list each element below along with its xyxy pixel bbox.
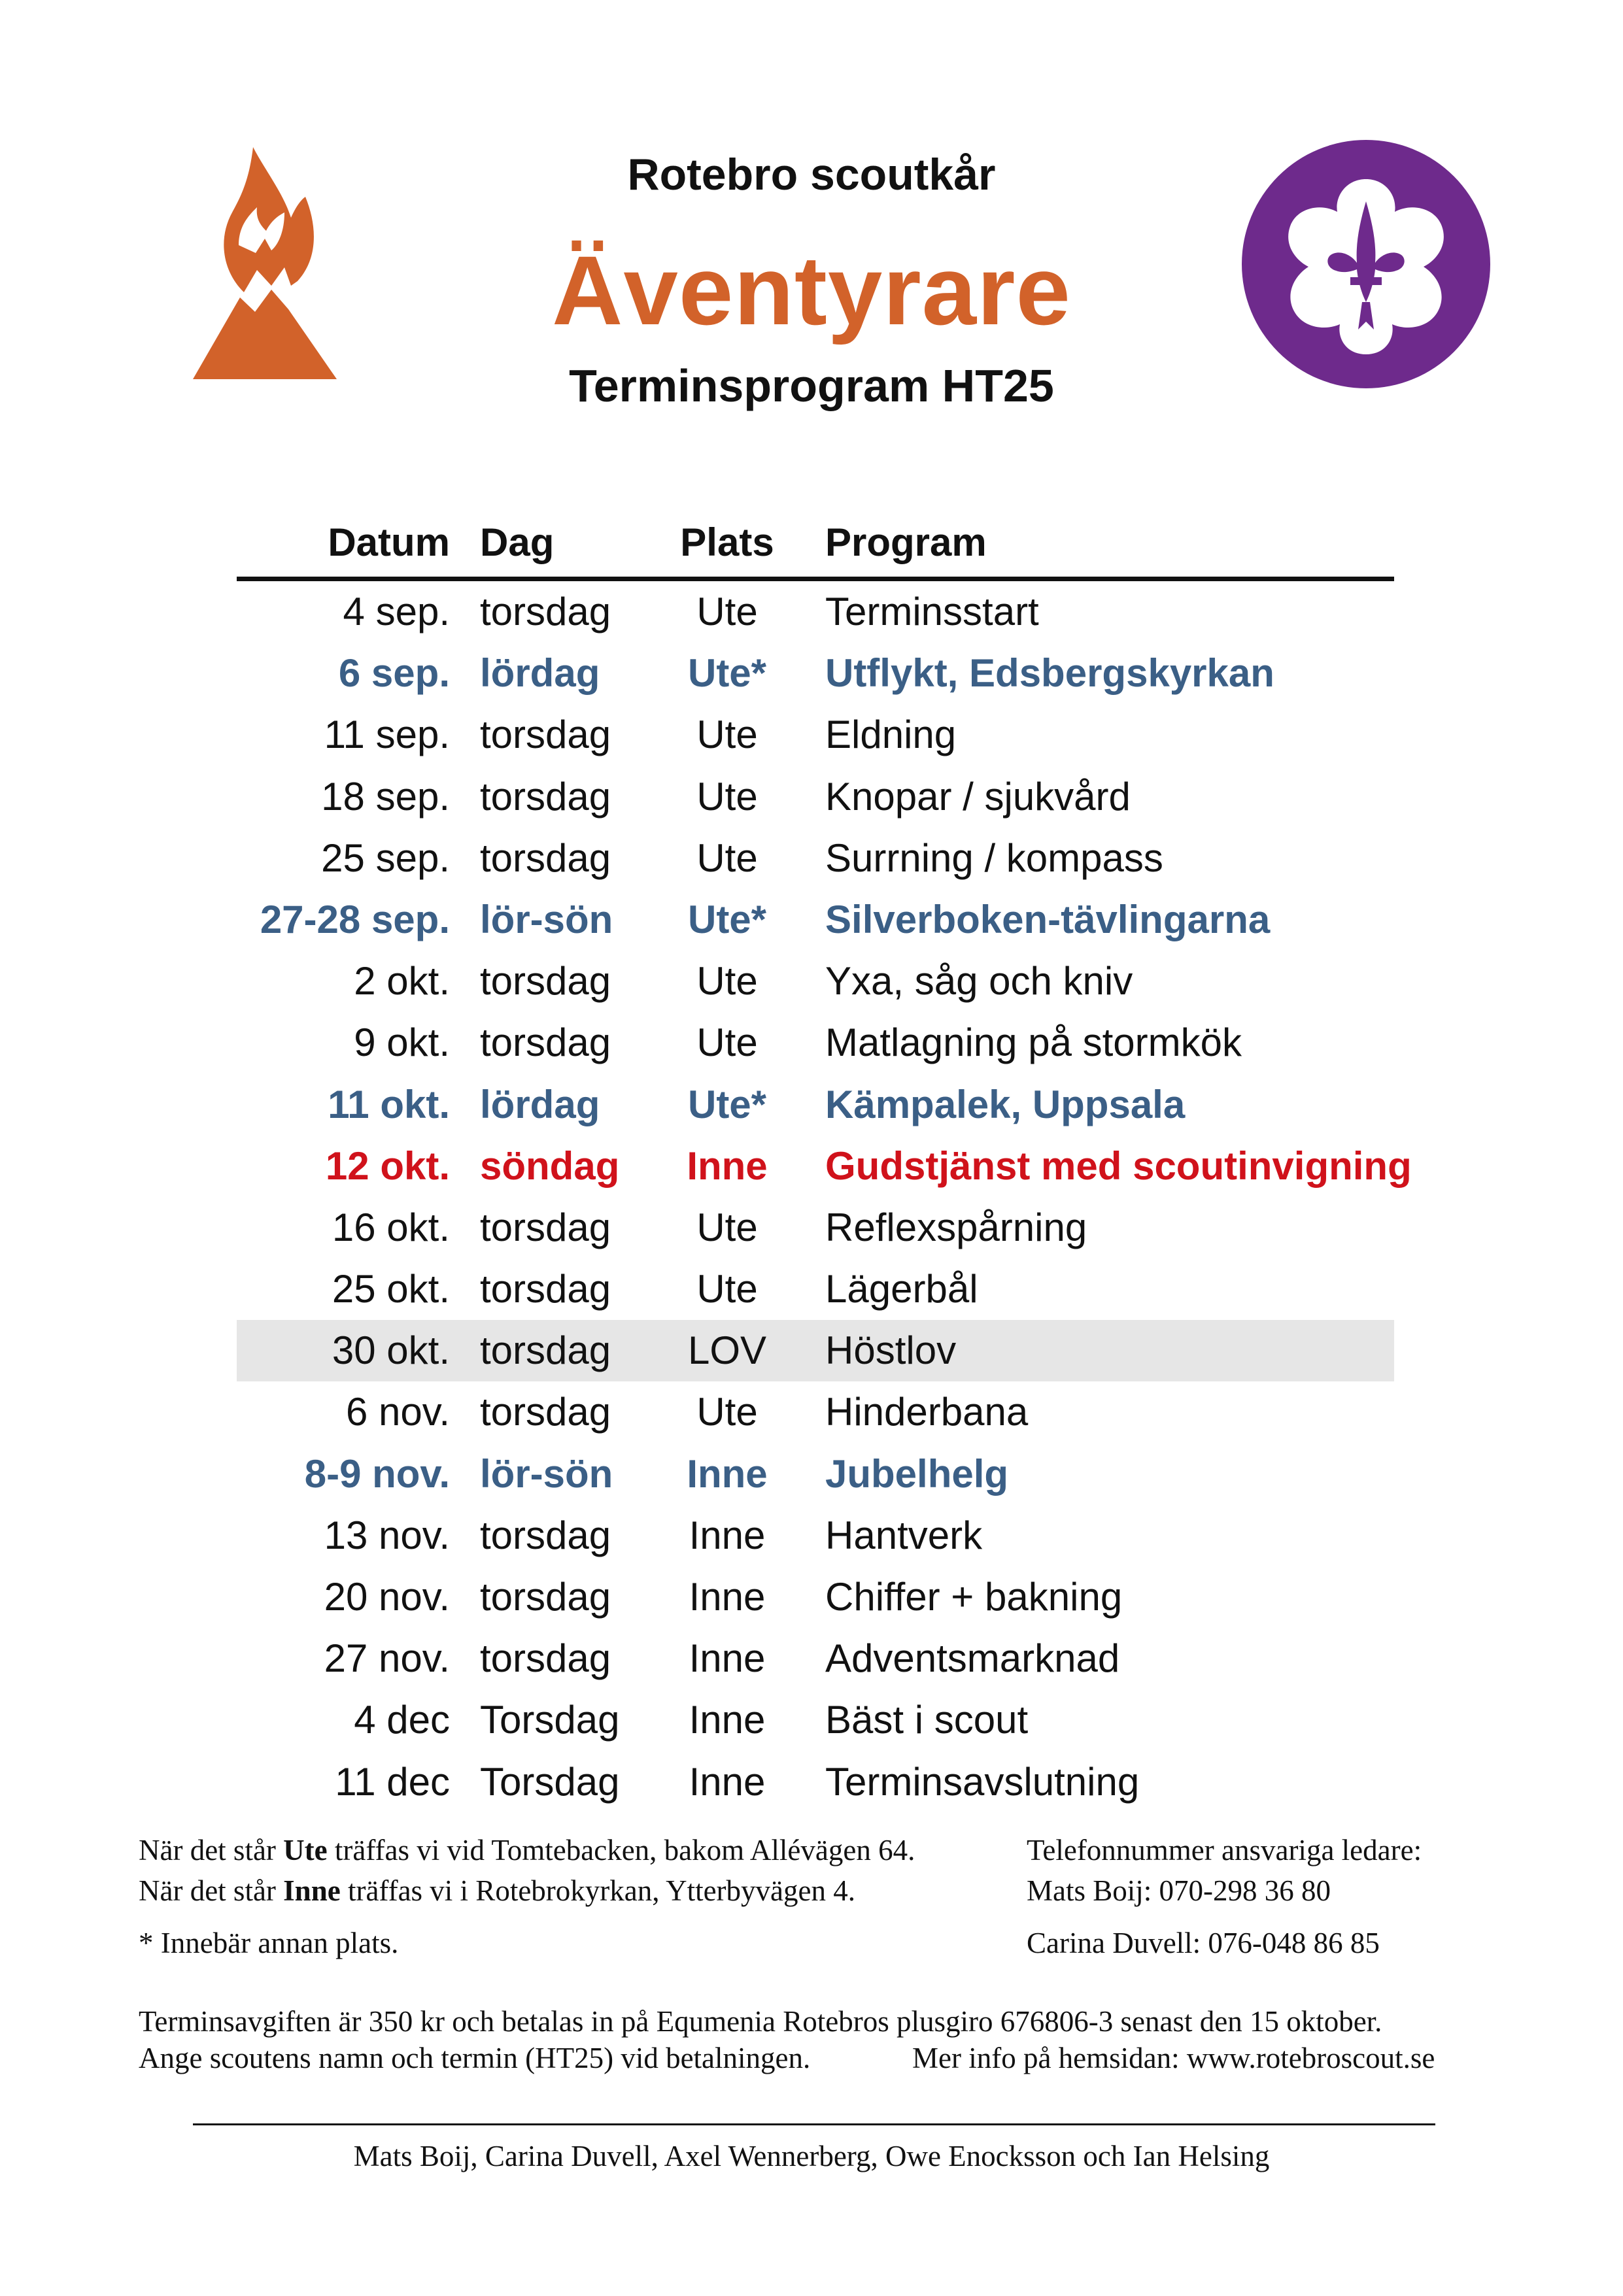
credits: Mats Boij, Carina Duvell, Axel Wennerberg, Owe Enocksson och Ian Helsing bbox=[353, 2140, 1270, 2172]
table-row bbox=[237, 951, 1394, 1012]
table-header bbox=[237, 516, 1394, 581]
header-program: Program bbox=[825, 520, 987, 564]
row-day: torsdag bbox=[480, 713, 611, 757]
row-date: 30 okt. bbox=[332, 1328, 450, 1373]
note-inne bbox=[139, 1874, 855, 1908]
note-ute-prefix: När det står bbox=[139, 1834, 284, 1866]
organization-name: Rotebro scoutkår bbox=[627, 150, 996, 199]
row-place: Inne bbox=[689, 1575, 766, 1619]
row-program: Terminsstart bbox=[825, 590, 1039, 633]
row-date: 27-28 sep. bbox=[260, 897, 450, 941]
table-row bbox=[237, 1074, 1394, 1136]
page-title: Äventyrare bbox=[552, 235, 1071, 345]
row-program: Kämpalek, Uppsala bbox=[825, 1082, 1186, 1126]
row-place: Inne bbox=[687, 1143, 768, 1188]
row-date: 11 okt. bbox=[328, 1082, 450, 1126]
header-date: Datum bbox=[328, 520, 450, 564]
row-program: Hinderbana bbox=[825, 1390, 1029, 1434]
row-date: 16 okt. bbox=[332, 1205, 450, 1249]
row-date: 11 dec bbox=[335, 1759, 450, 1804]
row-day: torsdag bbox=[480, 590, 611, 633]
row-day: torsdag bbox=[480, 1328, 611, 1373]
row-place: Ute bbox=[696, 1205, 758, 1249]
row-date: 18 sep. bbox=[321, 774, 450, 819]
row-place: Ute bbox=[696, 713, 758, 757]
row-day: Torsdag bbox=[480, 1759, 620, 1804]
row-date: 4 sep. bbox=[343, 590, 450, 633]
note-asterisk: * Innebär annan plats. bbox=[139, 1927, 399, 1959]
table-row bbox=[237, 766, 1394, 828]
table-row bbox=[237, 828, 1394, 889]
row-program: Yxa, såg och kniv bbox=[825, 959, 1133, 1004]
note-ute-word: Ute bbox=[283, 1834, 328, 1866]
row-date: 6 sep. bbox=[338, 651, 450, 696]
note-inne-prefix: När det står bbox=[139, 1874, 284, 1907]
row-place: Ute* bbox=[687, 897, 767, 941]
row-program: Adventsmarknad bbox=[825, 1636, 1120, 1681]
row-day: torsdag bbox=[480, 1636, 611, 1681]
row-date: 6 nov. bbox=[346, 1390, 450, 1434]
table-row bbox=[237, 1751, 1394, 1813]
contact-carina: Carina Duvell: 076-048 86 85 bbox=[1027, 1927, 1380, 1959]
row-date: 12 okt. bbox=[325, 1143, 450, 1188]
row-program: Bäst i scout bbox=[825, 1698, 1029, 1742]
row-program: Reflexspårning bbox=[825, 1205, 1087, 1249]
row-program: Höstlov bbox=[825, 1328, 957, 1373]
row-day: lör-sön bbox=[480, 1451, 613, 1496]
row-day: torsdag bbox=[480, 836, 611, 880]
table-body bbox=[237, 581, 1412, 1813]
row-day: torsdag bbox=[480, 1205, 611, 1249]
table-row bbox=[237, 1320, 1394, 1381]
row-day: torsdag bbox=[480, 1390, 611, 1434]
table-row bbox=[237, 1689, 1394, 1751]
row-place: LOV bbox=[687, 1328, 767, 1373]
table-row bbox=[237, 1628, 1394, 1689]
note-ute bbox=[139, 1833, 915, 1867]
row-place: Inne bbox=[687, 1451, 768, 1496]
row-date: 25 okt. bbox=[332, 1267, 450, 1311]
row-date: 11 sep. bbox=[324, 713, 450, 757]
row-program: Jubelhelg bbox=[825, 1451, 1009, 1496]
row-day: torsdag bbox=[480, 1575, 611, 1619]
row-program: Utflykt, Edsbergskyrkan bbox=[825, 651, 1274, 696]
row-place: Ute* bbox=[687, 651, 767, 696]
row-program: Silverboken-tävlingarna bbox=[825, 897, 1271, 941]
fee-line-1: Terminsavgiften är 350 kr och betalas in på Equmenia Rotebros plusgiro 676806-3 senast den 15 oktober. bbox=[139, 2005, 1382, 2038]
row-date: 8-9 nov. bbox=[304, 1451, 450, 1496]
table-row bbox=[237, 1566, 1394, 1628]
row-day: lör-sön bbox=[480, 897, 613, 941]
website-info: Mer info på hemsidan: www.rotebroscout.se bbox=[912, 2042, 1435, 2074]
row-place: Ute bbox=[696, 1267, 758, 1311]
row-place: Ute bbox=[696, 836, 758, 880]
row-place: Inne bbox=[689, 1636, 766, 1681]
row-place: Inne bbox=[689, 1513, 766, 1557]
table-row bbox=[237, 581, 1394, 643]
table-row bbox=[237, 1443, 1394, 1505]
note-inne-word: Inne bbox=[283, 1874, 341, 1907]
note-inne-rest: träffas vi i Rotebrokyrkan, Ytterbyvägen 4. bbox=[340, 1874, 855, 1907]
row-program: Knopar / sjukvård bbox=[825, 774, 1131, 819]
row-day: torsdag bbox=[480, 1021, 611, 1065]
row-place: Ute bbox=[696, 590, 758, 633]
row-day: lördag bbox=[480, 1082, 600, 1126]
contacts-heading: Telefonnummer ansvariga ledare: bbox=[1027, 1834, 1422, 1866]
table-row bbox=[237, 1012, 1394, 1073]
fee-line-2: Ange scoutens namn och termin (HT25) vid betalningen. bbox=[139, 2042, 811, 2074]
row-date: 13 nov. bbox=[324, 1513, 450, 1557]
row-program: Matlagning på stormkök bbox=[825, 1021, 1242, 1065]
table-row bbox=[237, 1136, 1412, 1197]
schedule-table bbox=[237, 516, 1412, 1813]
row-program: Eldning bbox=[825, 713, 957, 757]
row-date: 20 nov. bbox=[324, 1575, 450, 1619]
table-row bbox=[237, 643, 1394, 704]
row-place: Ute bbox=[696, 1021, 758, 1065]
row-day: torsdag bbox=[480, 774, 611, 819]
row-place: Inne bbox=[689, 1698, 766, 1742]
footer-divider bbox=[193, 2123, 1435, 2125]
row-date: 2 okt. bbox=[354, 959, 450, 1004]
table-row bbox=[237, 1381, 1394, 1443]
row-date: 9 okt. bbox=[354, 1021, 450, 1065]
row-program: Lägerbål bbox=[825, 1267, 978, 1311]
header-place: Plats bbox=[680, 520, 774, 564]
table-row bbox=[237, 1258, 1394, 1320]
row-date: 27 nov. bbox=[324, 1636, 450, 1681]
table-row bbox=[237, 1197, 1394, 1258]
contact-mats: Mats Boij: 070-298 36 80 bbox=[1027, 1874, 1331, 1907]
row-program: Chiffer + bakning bbox=[825, 1575, 1123, 1619]
row-place: Inne bbox=[689, 1759, 766, 1804]
table-row bbox=[237, 1505, 1394, 1566]
row-date: 25 sep. bbox=[321, 836, 450, 880]
table-row bbox=[237, 704, 1394, 766]
row-place: Ute bbox=[696, 959, 758, 1004]
row-day: lördag bbox=[480, 651, 600, 696]
header-day: Dag bbox=[480, 520, 555, 564]
row-program: Gudstjänst med scoutinvigning bbox=[825, 1143, 1412, 1188]
note-ute-rest: träffas vi vid Tomtebacken, bakom Allévägen 64. bbox=[327, 1834, 915, 1866]
row-day: torsdag bbox=[480, 959, 611, 1004]
row-day: Torsdag bbox=[480, 1698, 620, 1742]
row-program: Terminsavslutning bbox=[825, 1759, 1140, 1804]
page-subtitle: Terminsprogram HT25 bbox=[569, 360, 1054, 411]
table-row bbox=[237, 889, 1394, 951]
row-place: Ute bbox=[696, 774, 758, 819]
row-program: Hantverk bbox=[825, 1513, 983, 1557]
row-day: torsdag bbox=[480, 1267, 611, 1311]
row-place: Ute* bbox=[687, 1082, 767, 1126]
row-place: Ute bbox=[696, 1390, 758, 1434]
row-date: 4 dec bbox=[354, 1698, 450, 1742]
row-day: torsdag bbox=[480, 1513, 611, 1557]
row-day: söndag bbox=[480, 1143, 620, 1188]
row-program: Surrning / kompass bbox=[825, 836, 1163, 880]
